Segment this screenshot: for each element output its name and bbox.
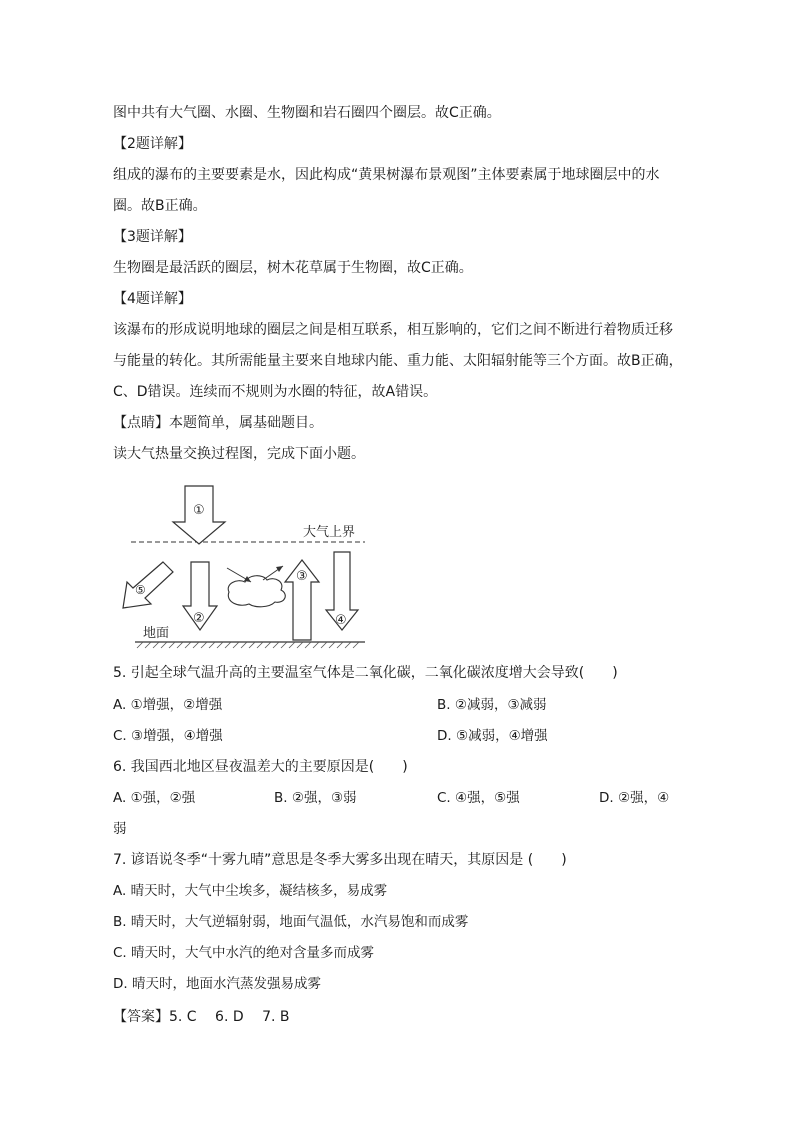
question-5-option-d: D. ⑤减弱，④增强	[437, 728, 548, 744]
question-6-option-b: B. ②强，③弱	[274, 790, 357, 806]
arrow-3-label: ③	[296, 569, 308, 584]
atmosphere-heat-diagram	[113, 480, 373, 652]
arrow-1-label: ①	[193, 503, 205, 518]
text-line: 与能量的转化。其所需能量主要来自地球内能、重力能、太阳辐射能等三个方面。故B正确，	[113, 353, 683, 369]
text-line: 圈。故B正确。	[113, 198, 207, 214]
text-line: C、D错误。连续而不规则为水圈的特征，故A错误。	[113, 384, 438, 400]
top-boundary-label: 大气上界	[303, 525, 356, 540]
question-6-option-d: D. ②强，④	[599, 790, 670, 806]
question-5-option-a: A. ①增强，②增强	[113, 697, 223, 713]
text-line: 读大气热量交换过程图，完成下面小题。	[113, 446, 365, 462]
arrow-4-label: ④	[335, 613, 347, 628]
question-7-option-d: D. 晴天时，地面水汽蒸发强易成雾	[113, 976, 321, 992]
text-line: 该瀑布的形成说明地球的圈层之间是相互联系，相互影响的，它们之间不断进行着物质迁移	[113, 322, 673, 338]
text-line: 生物圈是最活跃的圈层，树木花草属于生物圈，故C正确。	[113, 260, 473, 276]
question-5-stem: 5. 引起全球气温升高的主要温室气体是二氧化碳，二氧化碳浓度增大会导致( )	[113, 665, 618, 681]
question-6-stem: 6. 我国西北地区昼夜温差大的主要原因是( )	[113, 759, 408, 775]
question-5-option-b: B. ②减弱，③减弱	[437, 697, 547, 713]
ground-label: 地面	[143, 626, 170, 641]
cloud-icon	[228, 576, 285, 607]
question-7-option-c: C. 晴天时，大气中水汽的绝对含量多而成雾	[113, 945, 375, 961]
section-heading-2: 【2题详解】	[113, 136, 192, 152]
section-heading-4: 【4题详解】	[113, 291, 192, 307]
arrow-2-label: ②	[193, 611, 205, 626]
section-heading-3: 【3题详解】	[113, 229, 192, 245]
diagram-svg	[113, 480, 373, 652]
question-6-option-a: A. ①强，②强	[113, 790, 196, 806]
question-7-option-a: A. 晴天时，大气中尘埃多，凝结核多，易成雾	[113, 883, 388, 899]
tip-line: 【点睛】本题简单，属基础题目。	[113, 415, 323, 431]
question-6-option-d-continued: 弱	[113, 821, 127, 837]
question-7-option-b: B. 晴天时，大气逆辐射弱，地面气温低，水汽易饱和而成雾	[113, 914, 469, 930]
arrow-5-label: ⑤	[135, 583, 146, 597]
ground-hatching	[137, 642, 359, 648]
question-7-stem: 7. 谚语说冬季“十雾九晴”意思是冬季大雾多出现在晴天，其原因是 ( )	[113, 852, 567, 868]
question-6-option-c: C. ④强，⑤强	[437, 790, 520, 806]
text-line: 图中共有大气圈、水圈、生物圈和岩石圈四个圈层。故C正确。	[113, 105, 501, 121]
cloud-reflect-arrowhead	[276, 566, 283, 572]
text-line: 组成的瀑布的主要要素是水，因此构成“黄果树瀑布景观图”主体要素属于地球圈层中的水	[113, 167, 660, 183]
question-5-option-c: C. ③增强，④增强	[113, 728, 223, 744]
answer-line: 【答案】5. C 6. D 7. B	[113, 1009, 290, 1025]
arrow-5-reflection	[123, 562, 173, 608]
